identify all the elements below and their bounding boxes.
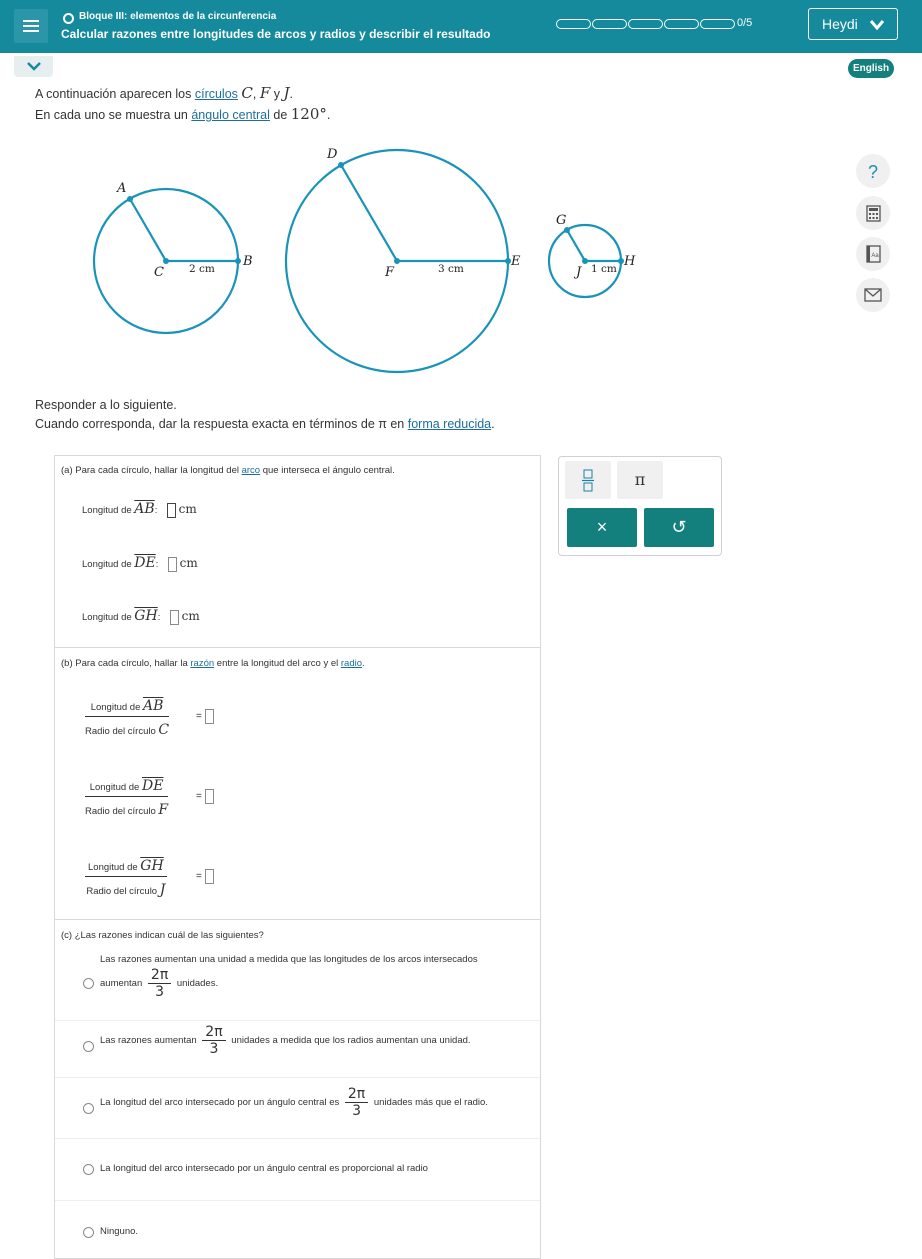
- page-title: Calcular razones entre longitudes de arcos y radios y describir el resultado: [61, 27, 491, 41]
- pi-button[interactable]: π: [617, 461, 663, 499]
- instructions-line-1: Responder a lo siguiente.: [35, 398, 177, 412]
- radius-label: 2 cm: [189, 263, 215, 275]
- ratio-ab-input[interactable]: [205, 709, 214, 724]
- progress-segment: [628, 19, 663, 29]
- user-menu-button[interactable]: [808, 8, 898, 40]
- point-label: H: [624, 254, 636, 269]
- circles-figure: [0, 130, 660, 390]
- radius-link[interactable]: radio: [340, 658, 363, 669]
- equals-sign: =: [196, 709, 214, 724]
- undo-button[interactable]: ↺: [644, 508, 714, 547]
- option-2-text: Las razones aumentan $\frac{2\pi}{3}$ unidades a medida que los radios aumentan una unidad.: [100, 1024, 471, 1057]
- question-icon: [856, 154, 890, 188]
- equals-sign: =: [196, 869, 214, 884]
- intro-line-1: A continuación aparecen los círculos C, F y J.: [35, 84, 293, 102]
- part-c-prompt: (c) ¿Las razones indican cuál de las siguientes?: [61, 930, 264, 941]
- option-2-radio[interactable]: [83, 1041, 94, 1052]
- option-5-radio[interactable]: [83, 1227, 94, 1238]
- radius-label: 3 cm: [438, 263, 464, 275]
- textbook-icon: [856, 237, 890, 271]
- progress-segment: [664, 19, 699, 29]
- radii-j: [567, 230, 621, 261]
- central-angle-link[interactable]: ángulo central: [191, 108, 270, 122]
- arc-link[interactable]: arco: [241, 465, 261, 476]
- arc-length-row: Longitud de $\overline{AB}$: cm: [82, 501, 197, 517]
- ratio-gh-input[interactable]: [205, 869, 214, 884]
- ratio-fraction: Longitud de $\overline{AB}$ Radio del círculo C: [85, 698, 170, 738]
- part-b-prompt: (b) Para cada círculo, hallar la razón entre la longitud del arco y el radio.: [61, 658, 365, 669]
- intro-line-2: En cada uno se muestra un ángulo central de 120°.: [35, 105, 331, 123]
- point-label: G: [556, 213, 567, 228]
- center-label: C: [154, 265, 164, 280]
- radii-f: [341, 165, 508, 261]
- progress-segment: [700, 19, 735, 29]
- calculator-button[interactable]: [856, 196, 890, 230]
- radius-label: 1 cm: [591, 263, 617, 275]
- menu-button[interactable]: [14, 9, 48, 43]
- chevron-down-icon: [26, 61, 42, 72]
- arc-ab-input[interactable]: [167, 503, 176, 518]
- equals-sign: =: [196, 789, 214, 804]
- progress-segment: [592, 19, 627, 29]
- progress-text: 0/5: [737, 17, 753, 29]
- fraction-button[interactable]: [565, 461, 611, 499]
- menu-icon: [23, 20, 39, 22]
- center-label: F: [385, 265, 395, 280]
- calculator-icon: [856, 196, 890, 230]
- part-b: [55, 648, 540, 920]
- topic-status-icon: [63, 13, 74, 24]
- ratio-link[interactable]: razón: [190, 658, 215, 669]
- instructions-line-2: Cuando corresponda, dar la respuesta exacta en términos de π en forma reducida.: [35, 417, 495, 431]
- option-3-text: La longitud del arco intersecado por un ángulo central es $\frac{2\pi}{3}$ unidades más que el radio.: [100, 1086, 488, 1119]
- reduced-form-link[interactable]: forma reducida: [407, 417, 492, 431]
- point-label: D: [327, 147, 338, 162]
- question-panel: [54, 455, 541, 1259]
- math-keypad: [558, 456, 722, 556]
- part-a-prompt: (a) Para cada círculo, hallar la longitud del arco que interseca el ángulo central.: [61, 465, 395, 476]
- option-1-line-1: Las razones aumentan una unidad a medida que las longitudes de los arcos intersecados: [100, 954, 478, 965]
- arc-length-row: Longitud de $\overline{GH}$: cm: [82, 608, 200, 624]
- option-3-radio[interactable]: [83, 1103, 94, 1114]
- point-label: E: [511, 254, 521, 269]
- circles-link[interactable]: círculos: [194, 87, 238, 101]
- fraction-icon: [565, 461, 611, 499]
- center-label: J: [576, 265, 582, 280]
- option-1-radio[interactable]: [83, 978, 94, 989]
- topic-label: Bloque III: elementos de la circunferencia: [79, 11, 277, 22]
- clear-button[interactable]: ×: [567, 508, 637, 547]
- mail-icon: [856, 278, 890, 312]
- option-5-text: Ninguno.: [100, 1226, 139, 1237]
- ratio-fraction: Longitud de $\overline{GH}$ Radio del círculo J: [86, 858, 166, 898]
- svg-text:?: ?: [867, 162, 879, 182]
- chevron-down-icon: [869, 19, 885, 31]
- message-button[interactable]: [856, 278, 890, 312]
- progress-bar: [556, 19, 735, 29]
- ratio-de-input[interactable]: [205, 789, 214, 804]
- arc-gh-input[interactable]: [170, 610, 179, 625]
- radii-c: [130, 199, 238, 261]
- svg-text:Aa: Aa: [871, 253, 879, 259]
- option-1-text: aumentan $\frac{2\pi}{3}$ unidades.: [100, 967, 219, 1000]
- reference-button[interactable]: [856, 237, 890, 271]
- progress-segment: [556, 19, 591, 29]
- help-button[interactable]: [856, 154, 890, 188]
- user-name: Heydi: [822, 16, 858, 32]
- point-label: A: [117, 181, 127, 196]
- collapse-button[interactable]: [14, 56, 53, 77]
- option-4-text: La longitud del arco intersecado por un ángulo central es proporcional al radio: [100, 1163, 428, 1174]
- arc-length-row: Longitud de $\overline{DE}$: cm: [82, 555, 198, 571]
- ratio-fraction: Longitud de $\overline{DE}$ Radio del círculo F: [85, 778, 169, 818]
- point-label: B: [243, 254, 253, 269]
- part-c: [55, 920, 540, 1258]
- part-a: [55, 456, 540, 648]
- arc-de-input[interactable]: [168, 557, 177, 572]
- english-button[interactable]: English: [848, 59, 894, 78]
- option-4-radio[interactable]: [83, 1164, 94, 1175]
- top-bar: [0, 0, 922, 53]
